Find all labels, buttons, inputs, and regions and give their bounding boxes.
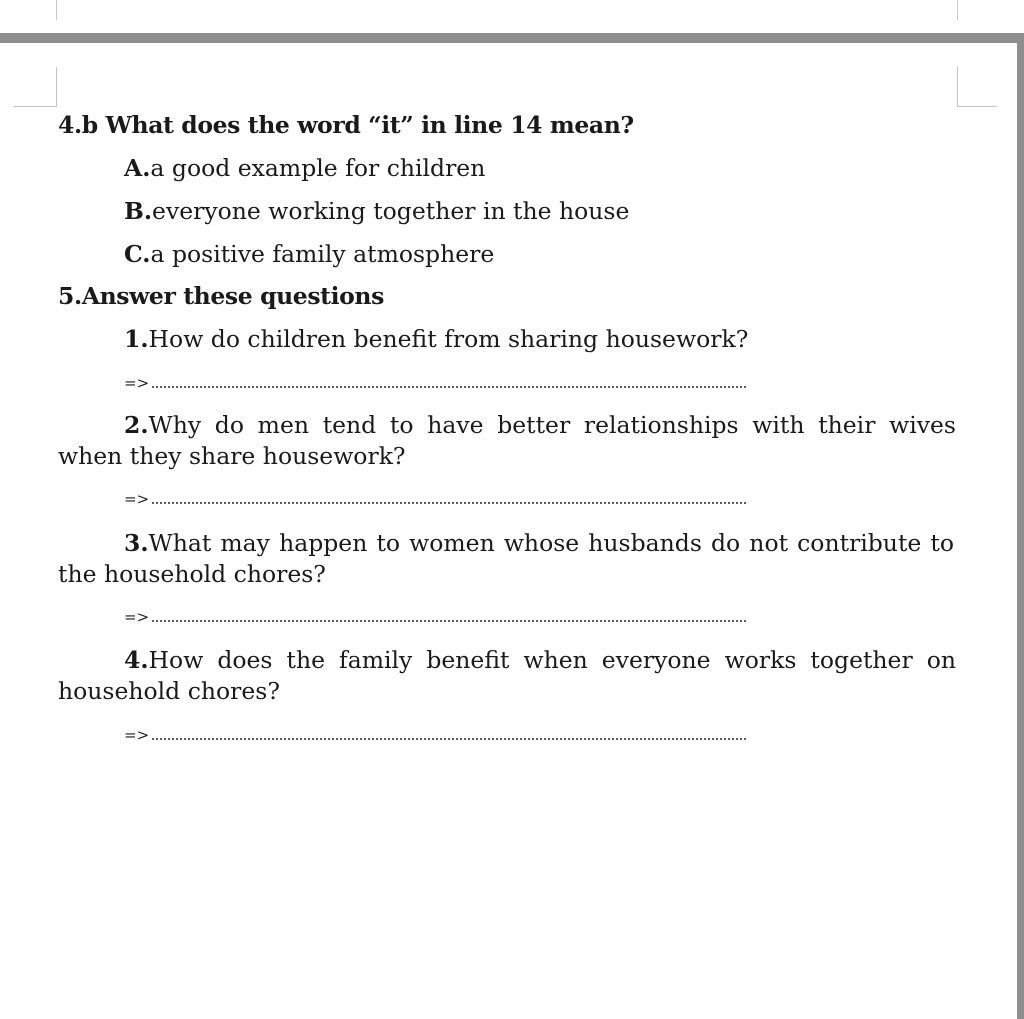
answer-line-4[interactable]: [124, 725, 747, 745]
question-1: [124, 324, 748, 355]
answer-line-3[interactable]: [124, 607, 747, 627]
section-5-heading: 5.Answer these questions: [58, 282, 384, 310]
option-letter: A.: [124, 154, 151, 182]
answer-dots: [151, 620, 747, 622]
question-text: How do children benefit from sharing housework?: [148, 325, 749, 353]
question-3-continued: the household chores?: [58, 560, 326, 588]
question-number: 2.: [124, 411, 149, 439]
question-2: [124, 410, 956, 441]
option-a: [124, 153, 485, 184]
question-text: How does the family benefit when everyone works together on: [148, 646, 956, 674]
question-number: 1.: [124, 325, 149, 353]
option-letter: B.: [124, 197, 153, 225]
option-text: a good example for children: [150, 154, 486, 182]
question-4b-heading: 4.b What does the word “it” in line 14 mean?: [58, 111, 634, 139]
question-3: [124, 528, 954, 559]
question-text: Why do men tend to have better relationships with their wives: [148, 411, 956, 439]
page-edge-shadow: [1017, 43, 1024, 1019]
question-text: What may happen to women whose husbands do not contribute to: [148, 529, 954, 557]
answer-line-1[interactable]: [124, 373, 747, 393]
answer-line-2[interactable]: [124, 489, 747, 509]
option-c: [124, 239, 494, 270]
answer-dots: [151, 386, 747, 388]
answer-prefix: =>: [124, 374, 150, 392]
question-4: [124, 645, 956, 676]
question-2-continued: when they share housework?: [58, 442, 406, 470]
question-4-continued: household chores?: [58, 677, 280, 705]
answer-prefix: =>: [124, 608, 150, 626]
option-text: a positive family atmosphere: [150, 240, 495, 268]
option-b: [124, 196, 629, 227]
answer-prefix: =>: [124, 490, 150, 508]
question-number: 4.: [124, 646, 149, 674]
answer-dots: [151, 738, 747, 740]
question-number: 3.: [124, 529, 149, 557]
answer-dots: [151, 502, 747, 504]
option-text: everyone working together in the house: [152, 197, 630, 225]
option-letter: C.: [124, 240, 151, 268]
answer-prefix: =>: [124, 726, 150, 744]
